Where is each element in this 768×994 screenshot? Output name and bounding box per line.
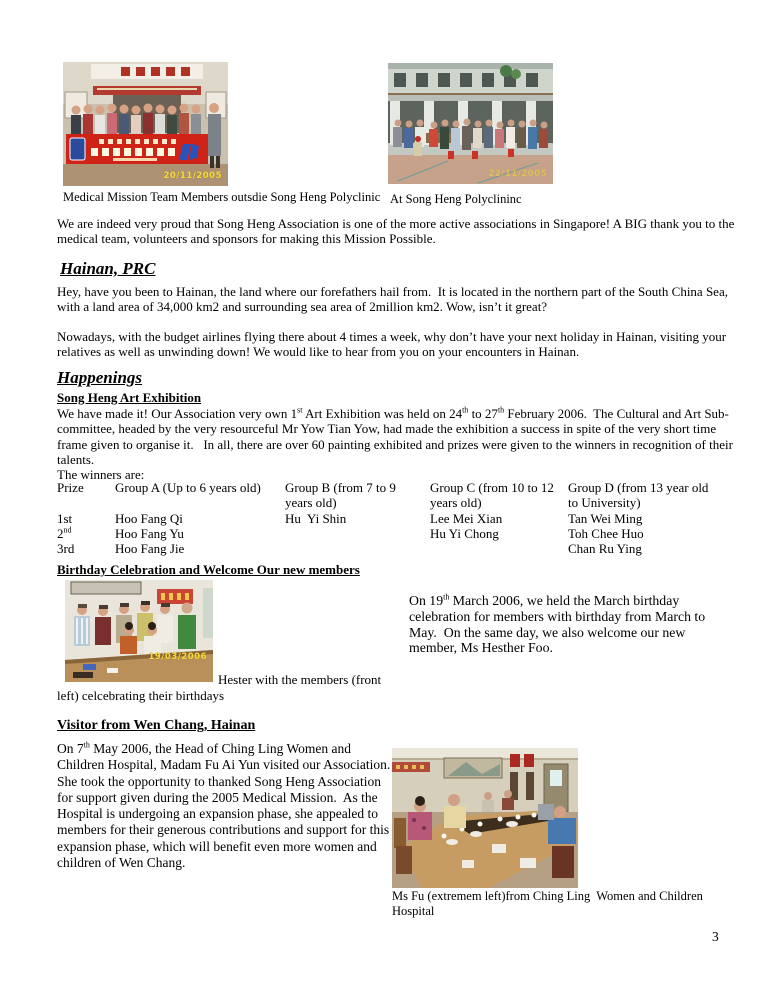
photo-caption-mission-team: Medical Mission Team Members outsdie Song Heng Polyclinic	[63, 190, 381, 204]
cell-prize: 1st	[57, 510, 73, 526]
photo-wenchang-visit	[392, 748, 578, 888]
cell-winner	[285, 526, 430, 541]
art-exhibition-paragraph	[57, 405, 733, 483]
table-row	[57, 511, 717, 526]
art-exhibition-text: We have made it! Our Association very own 1st Art Exhibition was held on 24th to 27th February 2006. The Cultural and Art Sub- committee, headed by the very resourceful Mr Yow Tian Yow, had made the exhibition a success in spite of the very short time frame given to organise it. In all, there are over 60 painting exhibited and prizes were given to the winners in recognition of their talents.	[57, 405, 733, 467]
subsection-title-visitor: Visitor from Wen Chang, Hainan	[57, 718, 256, 733]
photo-date-stamp: 19/03/2006	[148, 652, 207, 662]
cell-winner: Hu Yi Chong	[430, 525, 499, 541]
cell-winner	[285, 541, 430, 556]
subsection-title-birthday: Birthday Celebration and Welcome Our new members	[57, 562, 360, 577]
cell-winner: Hoo Fang Qi	[115, 510, 183, 526]
cell-winner: Lee Mei Xian	[430, 510, 503, 526]
winners-table	[57, 480, 717, 556]
birthday-photo-image	[65, 580, 213, 682]
table-row	[57, 526, 717, 541]
subsection-title-art-exhibition: Song Heng Art Exhibition	[57, 390, 202, 405]
cell-winner: Hu Yi Shin	[285, 510, 347, 526]
photo-at-polyclinic	[388, 63, 553, 184]
cell-winner: Chan Ru Ying	[568, 541, 642, 557]
cell-prize: 3rd	[57, 541, 75, 557]
photo-mission-team	[63, 62, 228, 186]
polyclinic-photo-image	[388, 63, 553, 184]
visitor-paragraph: On 7th May 2006, the Head of Ching Ling Women and Children Hospital, Madam Fu Ai Yun visited our Association. She took the opportunity to thanked Song Heng Association for support given during the 2005 Medical Mission. As the Hospital is undergoing an expansion phase, she appealed to members for their generous contributions and support for this expansion phase, which will benefit even more women and children of Wen Chang.	[57, 740, 391, 871]
photo-caption-birthday-line2: left) celcebrating their birthdays	[57, 688, 225, 703]
cell-winner: Hoo Fang Jie	[115, 541, 185, 557]
photo-caption-wenchang: Ms Fu (extremem left)from Ching Ling Women and Children Hospital	[392, 889, 703, 918]
table-header-row	[57, 480, 717, 511]
col-header-prize: Prize	[57, 480, 84, 495]
cell-winner: Toh Chee Huo	[568, 525, 644, 541]
mission-team-photo-image	[63, 62, 228, 186]
photo-birthday-celebration	[65, 580, 213, 682]
col-header-group-a: Group A (Up to 6 years old)	[115, 480, 261, 495]
photo-date-stamp: 20/11/2005	[163, 171, 222, 181]
cell-winner: Hoo Fang Yu	[115, 525, 184, 541]
cell-winner: Tan Wei Ming	[568, 510, 643, 526]
cell-prize: 2nd	[57, 525, 72, 541]
photo-date-stamp: 22/11/2005	[488, 169, 547, 179]
section-title-happenings: Happenings	[57, 368, 143, 387]
photo-caption-birthday-line1: Hester with the members (front	[218, 672, 382, 687]
col-header-group-d: Group D (from 13 year old to University)	[568, 480, 709, 511]
hainan-paragraph-1: Hey, have you been to Hainan, the land where our forefathers hail from. It is located in the northern part of the South China Sea, with a land area of 34,000 km2 and surrounding sea area of 2million km2. Wow, isn’t it great?	[57, 284, 728, 315]
photo-caption-polyclinic: At Song Heng Polyclininc	[390, 192, 522, 206]
col-header-group-c: Group C (from 10 to 12 years old)	[430, 480, 554, 511]
wenchang-photo-image	[392, 748, 578, 888]
birthday-paragraph: On 19th March 2006, we held the March birthday celebration for members with birthday from March to May. On the same day, we also welcome our new member, Ms Hesther Foo.	[409, 592, 706, 656]
table-row	[57, 541, 717, 556]
hainan-paragraph-2: Nowadays, with the budget airlines flying there about 4 times a week, why don’t have your next holiday in Hainan, visiting your relatives as well as unwinding down! We would like to hear from you on your encounters in Hainan.	[57, 329, 727, 360]
col-header-group-b: Group B (from 7 to 9 years old)	[285, 480, 396, 511]
page-number: 3	[712, 929, 719, 944]
cell-winner	[430, 541, 568, 556]
section-title-hainan: Hainan, PRC	[60, 259, 156, 278]
intro-paragraph: We are indeed very proud that Song Heng Association is one of the more active associations in Singapore! A BIG thank you to the medical team, volunteers and sponsors for making this Mission Possible.	[57, 216, 735, 247]
winners-intro: The winners are:	[57, 467, 145, 483]
